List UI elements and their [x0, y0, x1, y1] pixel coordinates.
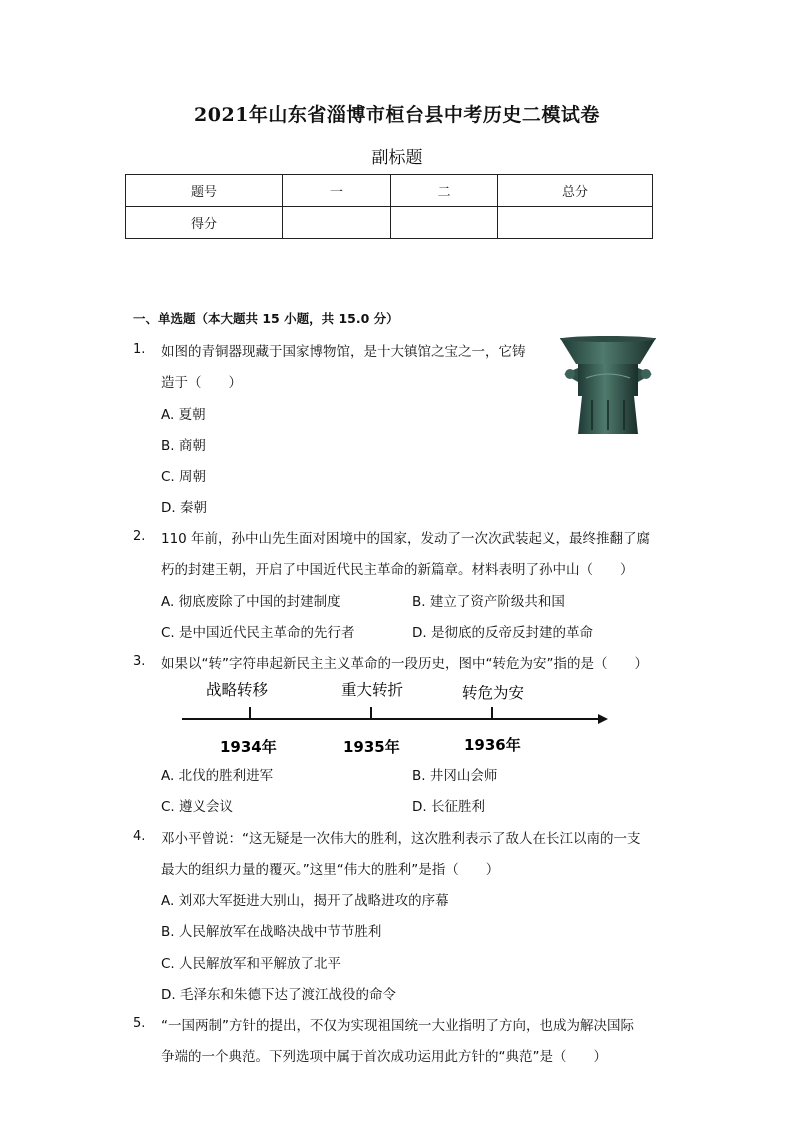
question-text: 最大的组织力量的覆灭。”这里“伟大的胜利”是指（ ） — [161, 862, 500, 878]
timeline-event: 转危为安 — [462, 684, 525, 702]
answer-option[interactable]: D. 长征胜利 — [412, 799, 485, 815]
answer-option[interactable]: D. 毛泽东和朱德下达了渡江战役的命令 — [161, 987, 396, 1003]
score-table — [125, 174, 653, 239]
answer-option[interactable]: D. 是彻底的反帝反封建的革命 — [412, 625, 593, 641]
score-header-cell: 总分 — [498, 175, 653, 207]
timeline-arrow — [598, 714, 608, 724]
score-header-cell: 题号 — [126, 175, 283, 207]
timeline-event: 重大转折 — [341, 681, 404, 699]
question-text: “一国两制”方针的提出，不仅为实现祖国统一大业指明了方向，也成为解决国际 — [161, 1018, 634, 1034]
score-cell[interactable] — [391, 207, 498, 239]
answer-option[interactable]: B. 人民解放军在战略决战中节节胜利 — [161, 924, 382, 940]
question-number: 5. — [133, 1016, 146, 1031]
answer-option[interactable]: D. 秦朝 — [161, 500, 207, 516]
question-number: 3. — [133, 654, 146, 669]
question-text: 争端的一个典范。下列选项中属于首次成功运用此方针的“典范”是（ ） — [161, 1049, 607, 1065]
answer-option[interactable]: B. 井冈山会师 — [412, 768, 498, 784]
timeline-year: 1934年 — [220, 738, 277, 756]
score-table-header-row — [126, 175, 653, 207]
answer-option[interactable]: A. 彻底废除了中国的封建制度 — [161, 594, 341, 610]
score-row-label: 得分 — [126, 207, 283, 239]
bronze-vessel-image — [556, 334, 660, 436]
answer-option[interactable]: B. 商朝 — [161, 438, 206, 454]
answer-option[interactable]: C. 周朝 — [161, 469, 207, 485]
answer-option[interactable]: A. 刘邓大军挺进大别山，揭开了战略进攻的序幕 — [161, 893, 449, 909]
answer-option[interactable]: C. 人民解放军和平解放了北平 — [161, 956, 342, 972]
question-number: 1. — [133, 342, 146, 357]
section-heading: 一、单选题（本大题共 15 小题，共 15.0 分） — [133, 311, 399, 326]
timeline-event: 战略转移 — [206, 681, 269, 699]
question-text: 如图的青铜器现藏于国家博物馆，是十大镇馆之宝之一，它铸 — [161, 344, 526, 360]
question-text: 110 年前，孙中山先生面对困境中的国家，发动了一次次武装起义，最终推翻了腐 — [161, 531, 651, 547]
score-header-cell: 二 — [391, 175, 498, 207]
timeline-figure — [176, 676, 616, 761]
exam-subtitle: 副标题 — [371, 148, 423, 168]
answer-option[interactable]: A. 夏朝 — [161, 407, 206, 423]
question-number: 2. — [133, 529, 146, 544]
answer-option[interactable]: C. 是中国近代民主革命的先行者 — [161, 625, 355, 641]
score-cell[interactable] — [498, 207, 653, 239]
question-text: 朽的封建王朝，开启了中国近代民主革命的新篇章。材料表明了孙中山（ ） — [161, 562, 634, 578]
timeline-year: 1936年 — [464, 736, 521, 754]
question-text: 如果以“转”字符串起新民主主义革命的一段历史，图中“转危为安”指的是（ ） — [161, 656, 648, 672]
question-text: 邓小平曾说：“这无疑是一次伟大的胜利，这次胜利表示了敌人在长江以南的一支 — [161, 831, 641, 847]
question-text: 造于（ ） — [161, 375, 242, 391]
question-number: 4. — [133, 829, 146, 844]
answer-option[interactable]: A. 北伐的胜利进军 — [161, 768, 274, 784]
answer-option[interactable]: C. 遵义会议 — [161, 799, 234, 815]
score-table-row — [126, 207, 653, 239]
answer-option[interactable]: B. 建立了资产阶级共和国 — [412, 594, 565, 610]
score-header-cell: 一 — [283, 175, 391, 207]
exam-title: 2021年山东省淄博市桓台县中考历史二模试卷 — [194, 104, 600, 126]
score-cell[interactable] — [283, 207, 391, 239]
timeline-year: 1935年 — [343, 738, 400, 756]
